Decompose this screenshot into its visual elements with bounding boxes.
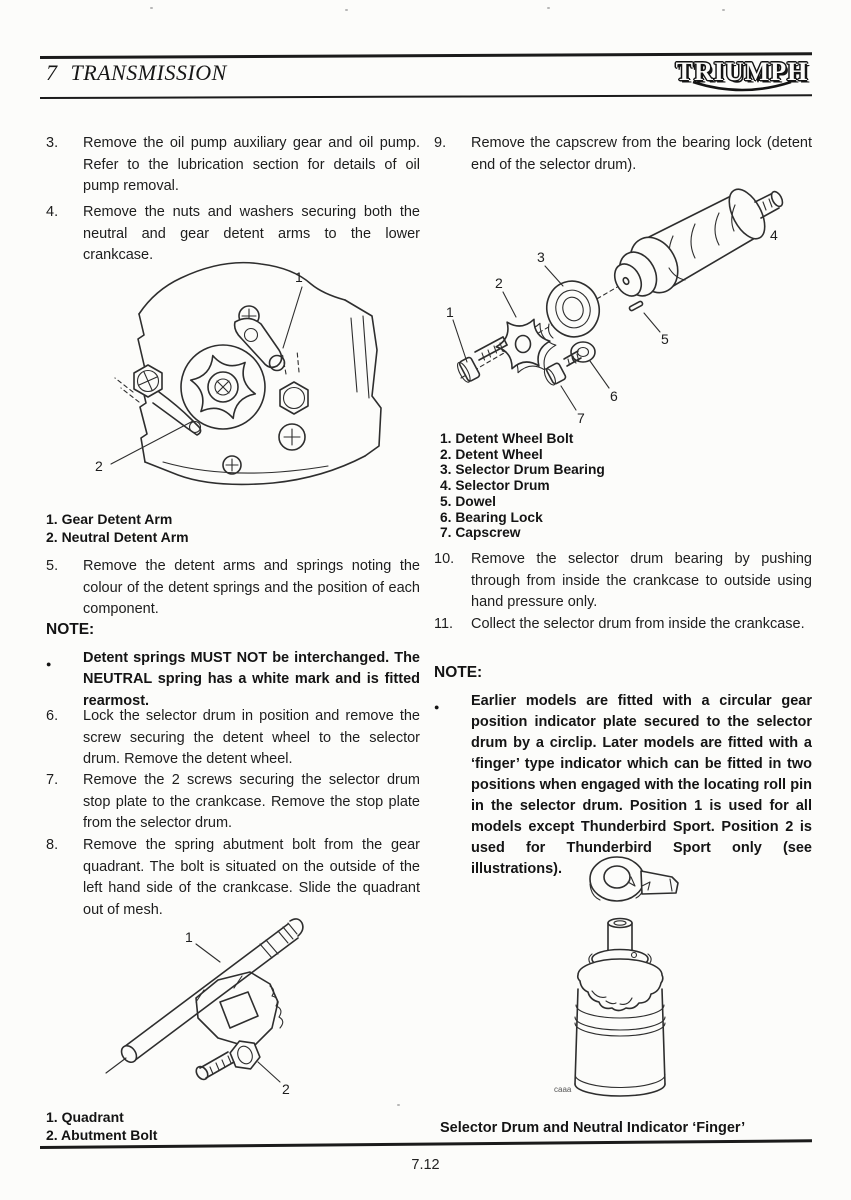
section-number: 7: [46, 60, 58, 85]
part-item: 7. Capscrew: [440, 525, 521, 541]
figure1-caption-line2: 2. Neutral Detent Arm: [46, 528, 189, 545]
figure-selector-drum-finger: [520, 853, 810, 1100]
bearing-lock: [571, 342, 595, 362]
part-item: 5. Dowel: [440, 493, 496, 509]
step-7: [46, 770, 420, 835]
section-heading: [46, 60, 227, 86]
step-3: [46, 133, 420, 198]
figure4-caption: Selector Drum and Neutral Indicator ‘Finger’: [440, 1120, 746, 1136]
part-item: 1. Detent Wheel Bolt: [440, 431, 574, 446]
gear-detent-arm-bolt: [280, 382, 308, 414]
step-text: Remove the detent arms and springs noting the colour of the detent springs and the position of each component.: [83, 558, 420, 618]
section-title: TRANSMISSION: [70, 60, 227, 85]
step-text: Lock the selector drum in position and remove the screw securing the detent wheel to the selector drum. Remove the detent wheel.: [83, 708, 420, 768]
part-item: 6. Bearing Lock: [440, 509, 543, 525]
step-text: Remove the spring abutment bolt from the gear quadrant. The bolt is situated on the outside of the left hand side of the crankcase. Slide the quadrant out of mesh.: [83, 837, 420, 918]
scan-speck: [722, 9, 725, 11]
callout-label: 1: [185, 929, 193, 945]
capscrew: [542, 362, 566, 386]
callout-label: 1: [446, 304, 454, 320]
figure2-caption: [46, 1109, 157, 1144]
figure3-parts-list: [440, 431, 605, 541]
step-number: 9.: [434, 135, 447, 151]
drawing-code: caaa: [554, 1085, 572, 1094]
callout-label: 2: [95, 458, 103, 474]
step-number: 11.: [434, 616, 454, 632]
step-text: Remove the oil pump auxiliary gear and oil pump. Refer to the lubrication section for details of oil pump removal.: [83, 135, 420, 195]
step-text: Remove the 2 screws securing the selector drum stop plate to the crankcase. Remove the stop plate from the selector drum.: [83, 772, 420, 832]
step-number: 5.: [46, 558, 59, 574]
callout-label: 5: [661, 331, 669, 347]
step-text: Remove the capscrew from the bearing lock (detent end of the selector drum).: [471, 135, 812, 173]
callout-label: 1: [295, 269, 303, 285]
step-number: 10.: [434, 551, 455, 567]
note-bullet: [434, 691, 812, 880]
step-number: 7.: [46, 772, 59, 788]
figure1-caption-line1: 1. Gear Detent Arm: [46, 511, 173, 527]
part-item: 3. Selector Drum Bearing: [440, 462, 605, 478]
callout-label: 2: [282, 1081, 290, 1097]
triumph-logo: [671, 57, 813, 97]
step-number: 8.: [46, 837, 59, 853]
step-text: Collect the selector drum from inside the crankcase.: [471, 616, 805, 632]
note-text: Detent springs MUST NOT be interchanged. The NEUTRAL spring has a white mark and is fitted rearmost.: [83, 650, 420, 709]
note-title: NOTE:: [46, 621, 95, 638]
step-5: [46, 556, 420, 621]
figure1-caption: [46, 511, 189, 546]
step-8: [46, 835, 420, 921]
scan-speck: [397, 1104, 400, 1106]
figure-detent-arms: [83, 256, 420, 506]
header-bottom-rule: [40, 94, 812, 99]
callout-label: 7: [577, 410, 585, 426]
step-6: [46, 706, 420, 771]
callout-label: 4: [770, 227, 778, 243]
callout-label: 6: [610, 388, 618, 404]
figure-quadrant: [100, 910, 420, 1100]
step-text: Remove the selector drum bearing by pushing through from inside the crankcase to outside using hand pressure only.: [471, 551, 812, 611]
bullet-icon: ●: [46, 659, 52, 669]
neutral-detent-arm-bolt: [134, 365, 162, 397]
callout-label: 2: [495, 275, 503, 291]
part-item: 4. Selector Drum: [440, 478, 550, 494]
note-title: NOTE:: [434, 664, 483, 681]
dowel: [629, 301, 643, 311]
step-11: [434, 614, 812, 636]
step-text: Remove the nuts and washers securing both the neutral and gear detent arms to the lower crankcase.: [83, 204, 420, 264]
scan-speck: [547, 7, 550, 9]
step-number: 3.: [46, 135, 59, 151]
bullet-icon: ●: [434, 702, 440, 712]
scan-speck: [150, 7, 153, 9]
step-9: [434, 133, 812, 176]
triumph-logo-text: TRIUMPH: [675, 57, 809, 86]
part-item: 2. Detent Wheel: [440, 446, 543, 462]
step-10: [434, 549, 812, 614]
scan-speck: [345, 9, 348, 11]
note-bullet: [46, 648, 420, 712]
note-text: Earlier models are fitted with a circular gear position indicator plate secured to the selector drum by a circlip. Later models are fitted with a ‘finger’ type indicator which can be fitted in two positions when engaged with the locating roll pin in the selector drum. Position 1 is used for all models except Thunderbird Sport. Position 2 is used for Thunderbird Sport only (see illustrations).: [471, 693, 812, 877]
page-number: 7.12: [411, 1157, 440, 1173]
detent-wheel-bolt: [455, 356, 480, 383]
callout-label: 3: [537, 249, 545, 265]
figure-selector-drum-exploded: [433, 176, 821, 428]
step-number: 4.: [46, 204, 59, 220]
step-number: 6.: [46, 708, 59, 724]
figure2-caption-line2: 2. Abutment Bolt: [46, 1126, 158, 1143]
figure2-caption-line1: 1. Quadrant: [46, 1109, 124, 1125]
triumph-logo-swoosh: [689, 81, 795, 95]
